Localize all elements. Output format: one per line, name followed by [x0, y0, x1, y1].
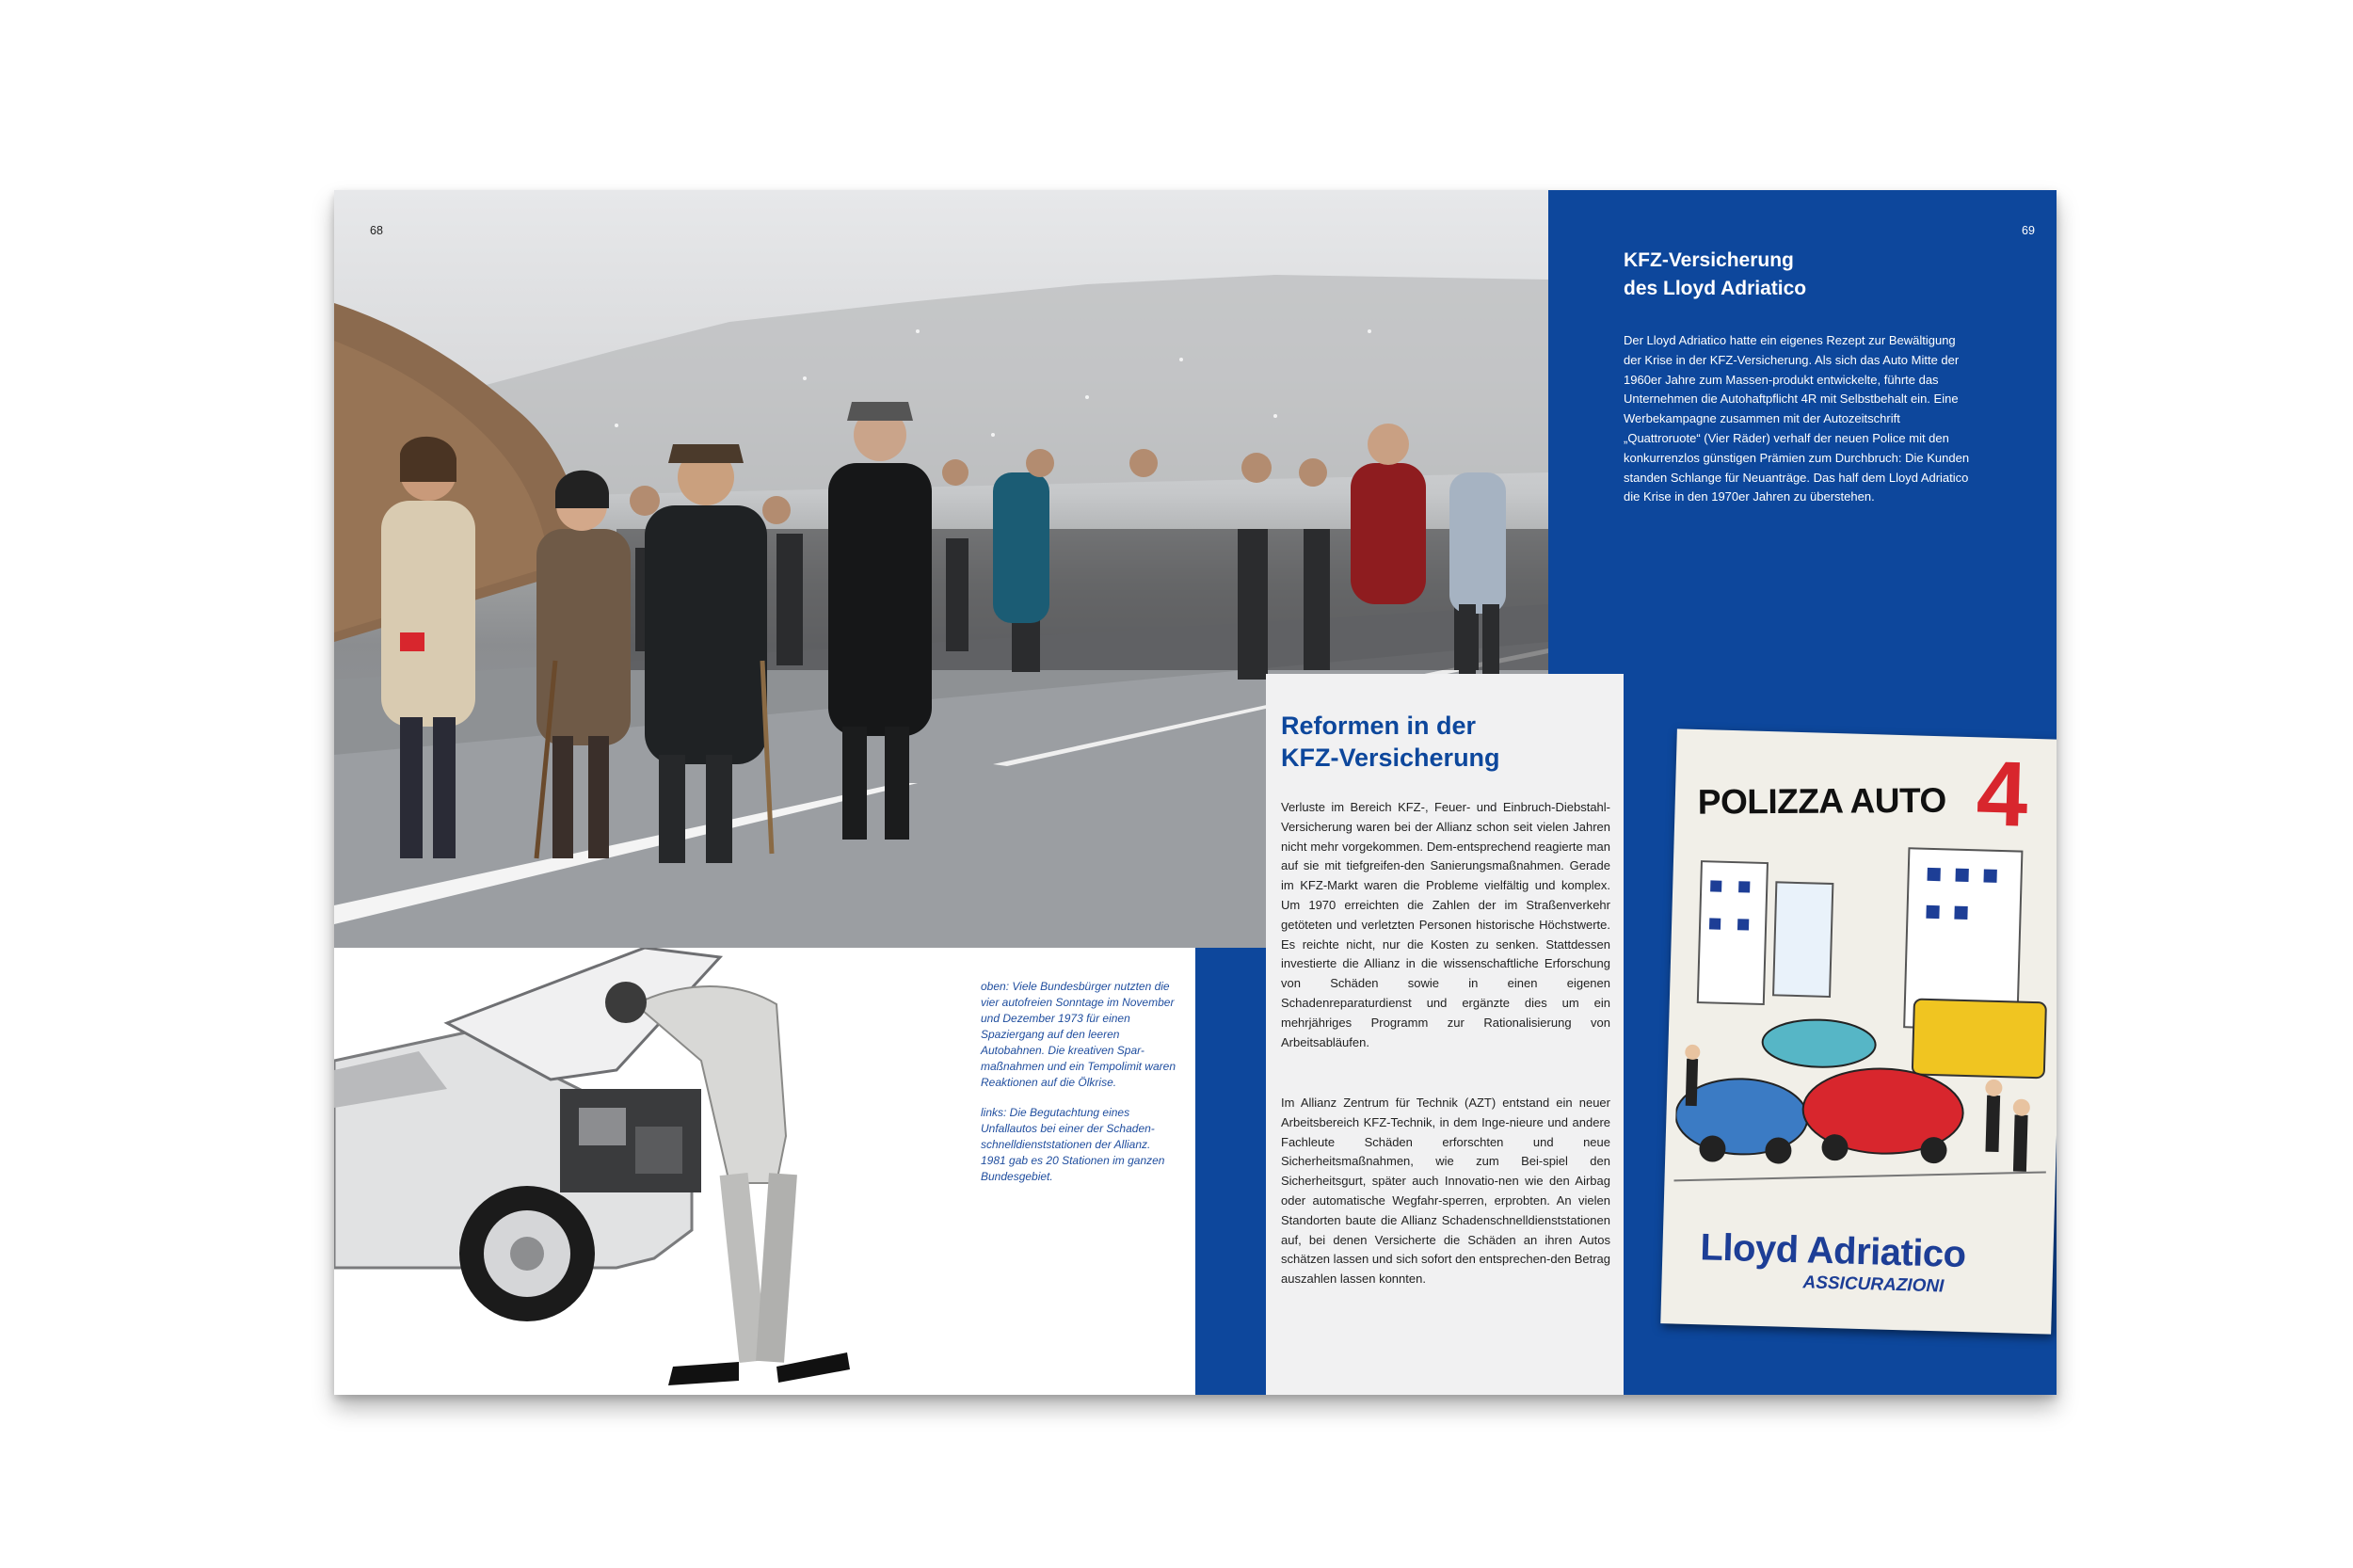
- poster-brand: Lloyd Adriatico: [1699, 1226, 1967, 1276]
- poster-number: 4: [1975, 741, 2030, 846]
- poster-title: POLIZZA AUTO: [1697, 780, 1946, 822]
- lloyd-title-line1: KFZ-Versicherung: [1624, 249, 1794, 271]
- lloyd-title: [1624, 247, 1981, 303]
- reform-article-box: [1266, 674, 1624, 1395]
- photo-damaged-car-inspection: [334, 948, 1049, 1395]
- polizza-auto-poster: [1660, 728, 2057, 1334]
- page-number-left: 68: [370, 224, 383, 237]
- reform-title-line1: Reformen in der: [1281, 712, 1477, 740]
- reform-paragraph-2: Im Allianz Zentrum für Technik (AZT) entstand ein neuer Arbeitsbereich KFZ-Technik, in dem Inge-nieure und andere Fachleute Schäden erforschten und neue Sicherheitsmaßnahmen, wie zum Bei-spiel den Sicherheitsgurt, später auch Innovatio-nen wie den Airbag oder automatische Wegfahr-sperren, erprobten. An vielen Standorten baute die Allianz Schadenschnelldienststationen auf, bei denen Versicherte die Schäden an ihren Autos schätzen lassen und sich sofort den entsprechen-den Betrag auszahlen lassen konnten.: [1281, 1096, 1610, 1287]
- reform-title: [1281, 710, 1601, 774]
- poster-sub: ASSICURAZIONI: [1802, 1272, 1945, 1297]
- reform-paragraph-1: Verluste im Bereich KFZ-, Feuer- und Einbruch-Diebstahl-Versicherung waren bei der Allianz schon seit vielen Jahren nicht mehr vorgekommen. Dem-entsprechend reagierte man auf sie mit tiefgreifen-den Sanierungsmaßnahmen. Gerade im KFZ-Markt waren die Probleme vielfältig und komplex. Um 1970 erreichten die Zahlen der im Straßenverkehr getöteten und verletzten Personen historische Höchstwerte. Es reichte nicht, nur die Kosten zu senken. Stattdessen investierte die Allianz in die wissenschaftliche Erforschung von Schäden sowie in einen eigenen Schadenreparaturdienst und ergänzte dies um ein mehrjähriges Programm zur Rationalisierung von Arbeitsabläufen.: [1281, 800, 1610, 1049]
- caption-top-photo: oben: Viele Bundesbürger nutzten die vier autofreien Sonntage im November und Dezember 1973 für einen Spaziergang auf den leeren Autobahnen. Die kreativen Spar-maßnahmen und ein Tempolimit waren Reaktionen auf die Ölkrise.: [981, 980, 1176, 1089]
- caption-left-photo: links: Die Begutachtung eines Unfallautos bei einer der Schaden-schnelldienststationen der Allianz. 1981 gab es 20 Stationen im ganzen Bundesgebiet.: [981, 1106, 1165, 1183]
- lloyd-body: Der Lloyd Adriatico hatte ein eigenes Rezept zur Bewältigung der Krise in der KFZ-Versicherung. Als sich das Auto Mitte der 1960er Jahre zum Massen-produkt entwickelte, führte das Unternehmen die Autohaftpflicht 4R mit Selbstbehalt ein. Eine Werbekampagne zusammen mit der Autozeitschrift „Quattroruote“ (Vier Räder) verhalf der neuen Police mit den konkurrenzlos günstigen Prämien zum Durchbruch: Die Kunden standen Schlange für Neuanträge. Das half dem Lloyd Adriatico die Krise in den 1970er Jahren zu überstehen.: [1624, 333, 1970, 504]
- page-number-right: 69: [2022, 224, 2035, 237]
- reform-title-line2: KFZ-Versicherung: [1281, 744, 1500, 772]
- poster-illustration: [1673, 824, 2056, 1229]
- magazine-spread: [334, 190, 2057, 1395]
- lloyd-title-line2: des Lloyd Adriatico: [1624, 278, 1807, 299]
